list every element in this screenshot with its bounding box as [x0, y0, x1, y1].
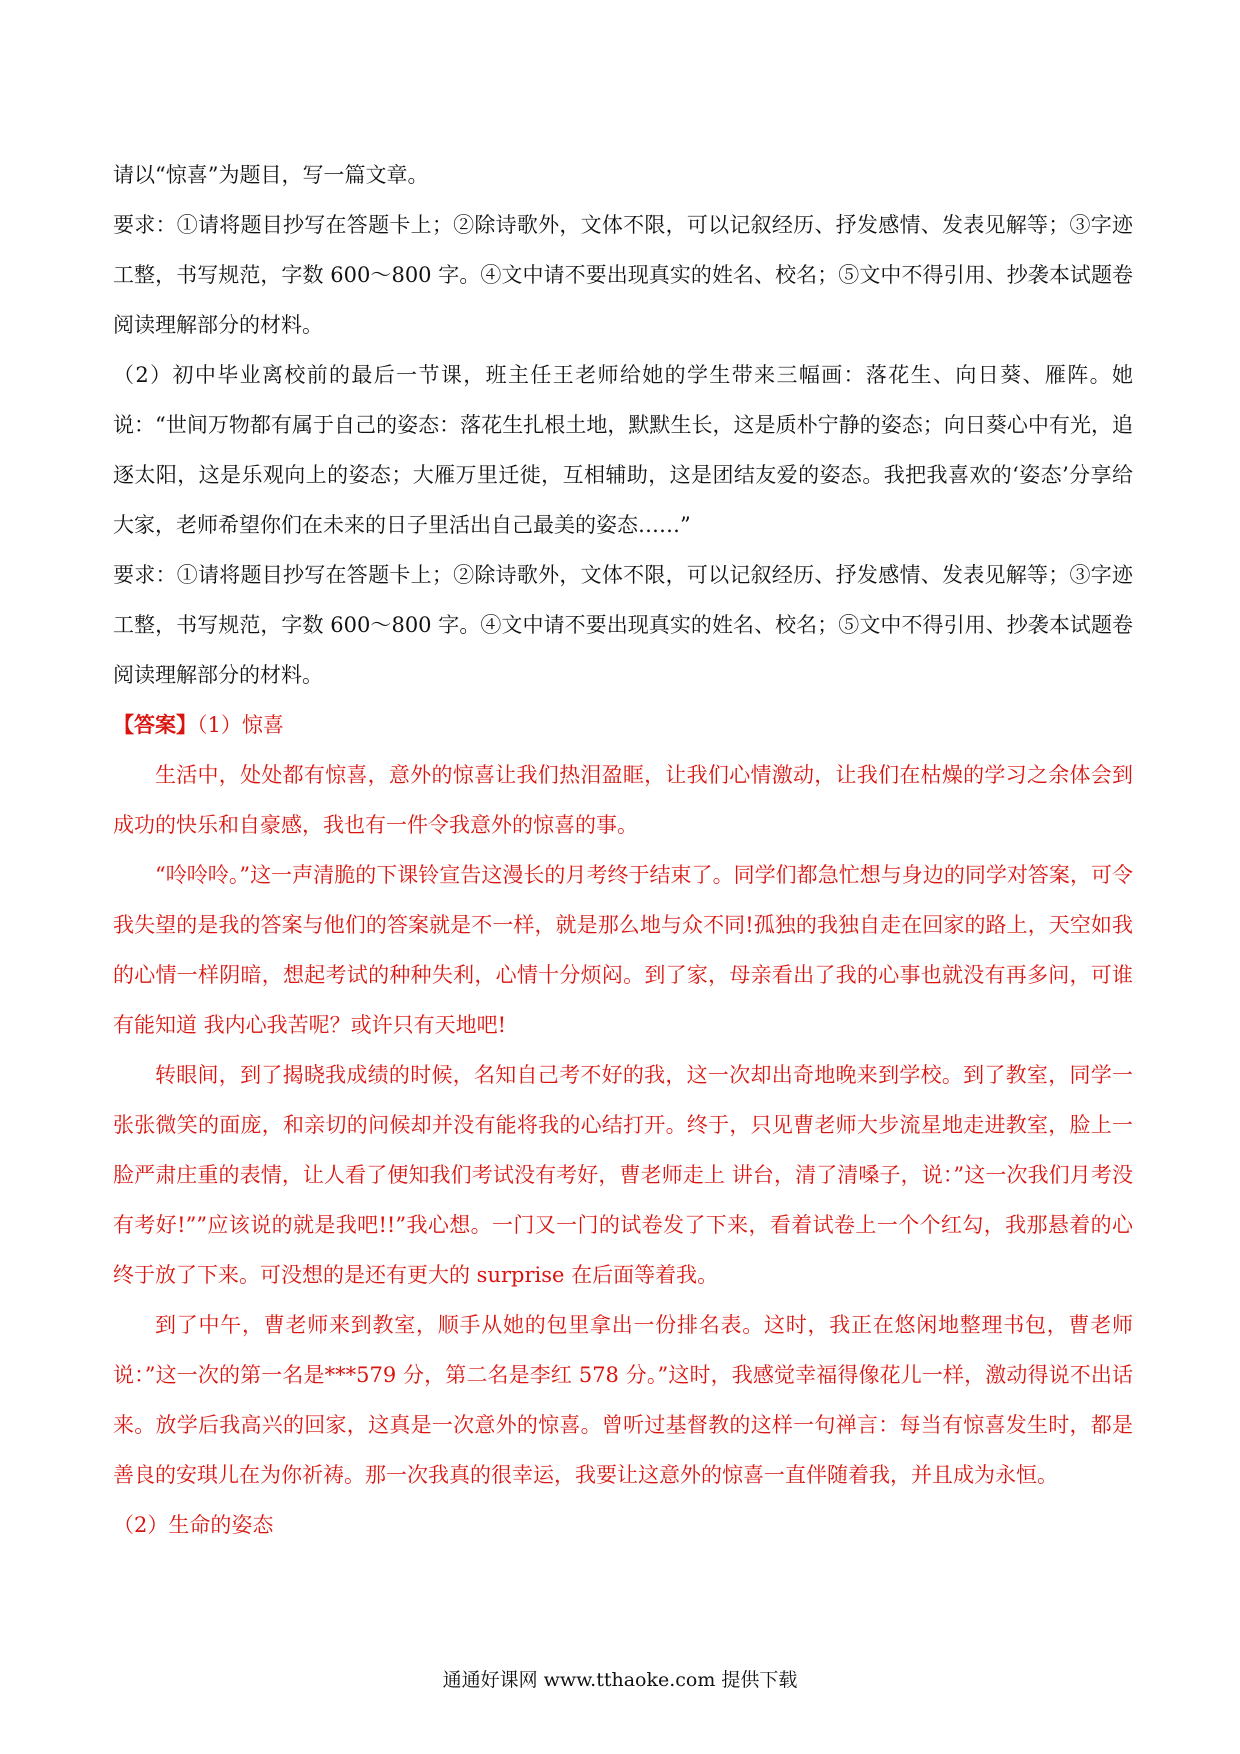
essay-requirement-2: 要求：①请将题目抄写在答题卡上；②除诗歌外，文体不限，可以记叙经历、抒发感情、发表见解等；③字迹工整，书写规范，字数 600～800 字。④文中请不要出现真实的姓名、校名；⑤文中不得引用、抄袭本试题卷阅读理解部分的材料。 [113, 563, 1133, 687]
answer-paragraph: 转眼间，到了揭晓我成绩的时候，名知自己考不好的我，这一次却出奇地晚来到学校。到了教室，同学一张张微笑的面庞，和亲切的问候却并没有能将我的心结打开。终于，只见曹老师大步流星地走进教室，脸上一脸严肃庄重的表情，让人看了便知我们考试没有考好，曹老师走上 讲台，清了清嗓子，说：”这一次我们月考没有考好!””应该说的就是我吧!!”我心想。一门又一门的试卷发了下来，看着试卷上一个个红勾，我那悬着的心终于放了下来。可没想的是还有更大的 surprise 在后面等着我。 [113, 1063, 1133, 1287]
answer-title-1: （1）惊喜 [197, 713, 284, 737]
answer-paragraph: 生活中，处处都有惊喜，意外的惊喜让我们热泪盈眶，让我们心情激动，让我们在枯燥的学习之余体会到成功的快乐和自豪感，我也有一件令我意外的惊喜的事。 [113, 763, 1133, 837]
answer-paragraph: 到了中午，曹老师来到教室，顺手从她的包里拿出一份排名表。这时，我正在悠闲地整理书包，曹老师说：”这一次的第一名是***579 分，第二名是李红 578 分。”这时，我感觉幸福得像花儿一样，激动得说不出话来。放学后我高兴的回家，这真是一次意外的惊喜。曾听过基督教的这样一句禅言：每当有惊喜发生时，都是善良的安琪儿在为你祈祷。那一次我真的很幸运，我要让这意外的惊喜一直伴随着我，并且成为永恒。 [113, 1313, 1133, 1487]
answer-label: 【答案】 [113, 712, 197, 737]
essay-prompt-1: 请以“惊喜”为题目，写一篇文章。 [113, 163, 429, 187]
document-body [113, 150, 1133, 1550]
essay-requirement-1: 要求：①请将题目抄写在答题卡上；②除诗歌外，文体不限，可以记叙经历、抒发感情、发表见解等；③字迹工整，书写规范，字数 600～800 字。④文中请不要出现真实的姓名、校名；⑤文中不得引用、抄袭本试题卷阅读理解部分的材料。 [113, 213, 1133, 337]
answer-heading [113, 700, 1133, 750]
page-footer: 通通好课网 www.tthaoke.com 提供下载 [442, 1669, 798, 1691]
answer-paragraph: “呤呤呤。”这一声清脆的下课铃宣告这漫长的月考终于结束了。同学们都急忙想与身边的同学对答案，可令我失望的是我的答案与他们的答案就是不一样，就是那么地与众不同!孤独的我独自走在回家的路上，天空如我的心情一样阴暗，想起考试的种种失利，心情十分烦闷。到了家，母亲看出了我的心事也就没有再多问，可谁有能知道 我内心我苦呢？或许只有天地吧! [113, 863, 1133, 1037]
essay-prompt-2: （2）初中毕业离校前的最后一节课，班主任王老师给她的学生带来三幅画：落花生、向日葵、雁阵。她说：“世间万物都有属于自己的姿态：落花生扎根土地，默默生长，这是质朴宁静的姿态；向日葵心中有光，追逐太阳，这是乐观向上的姿态；大雁万里迁徙，互相辅助，这是团结友爱的姿态。我把我喜欢的‘姿态’分享给大家，老师希望你们在未来的日子里活出自己最美的姿态……” [113, 363, 1133, 537]
answer-title-2: （2）生命的姿态 [113, 1513, 274, 1537]
